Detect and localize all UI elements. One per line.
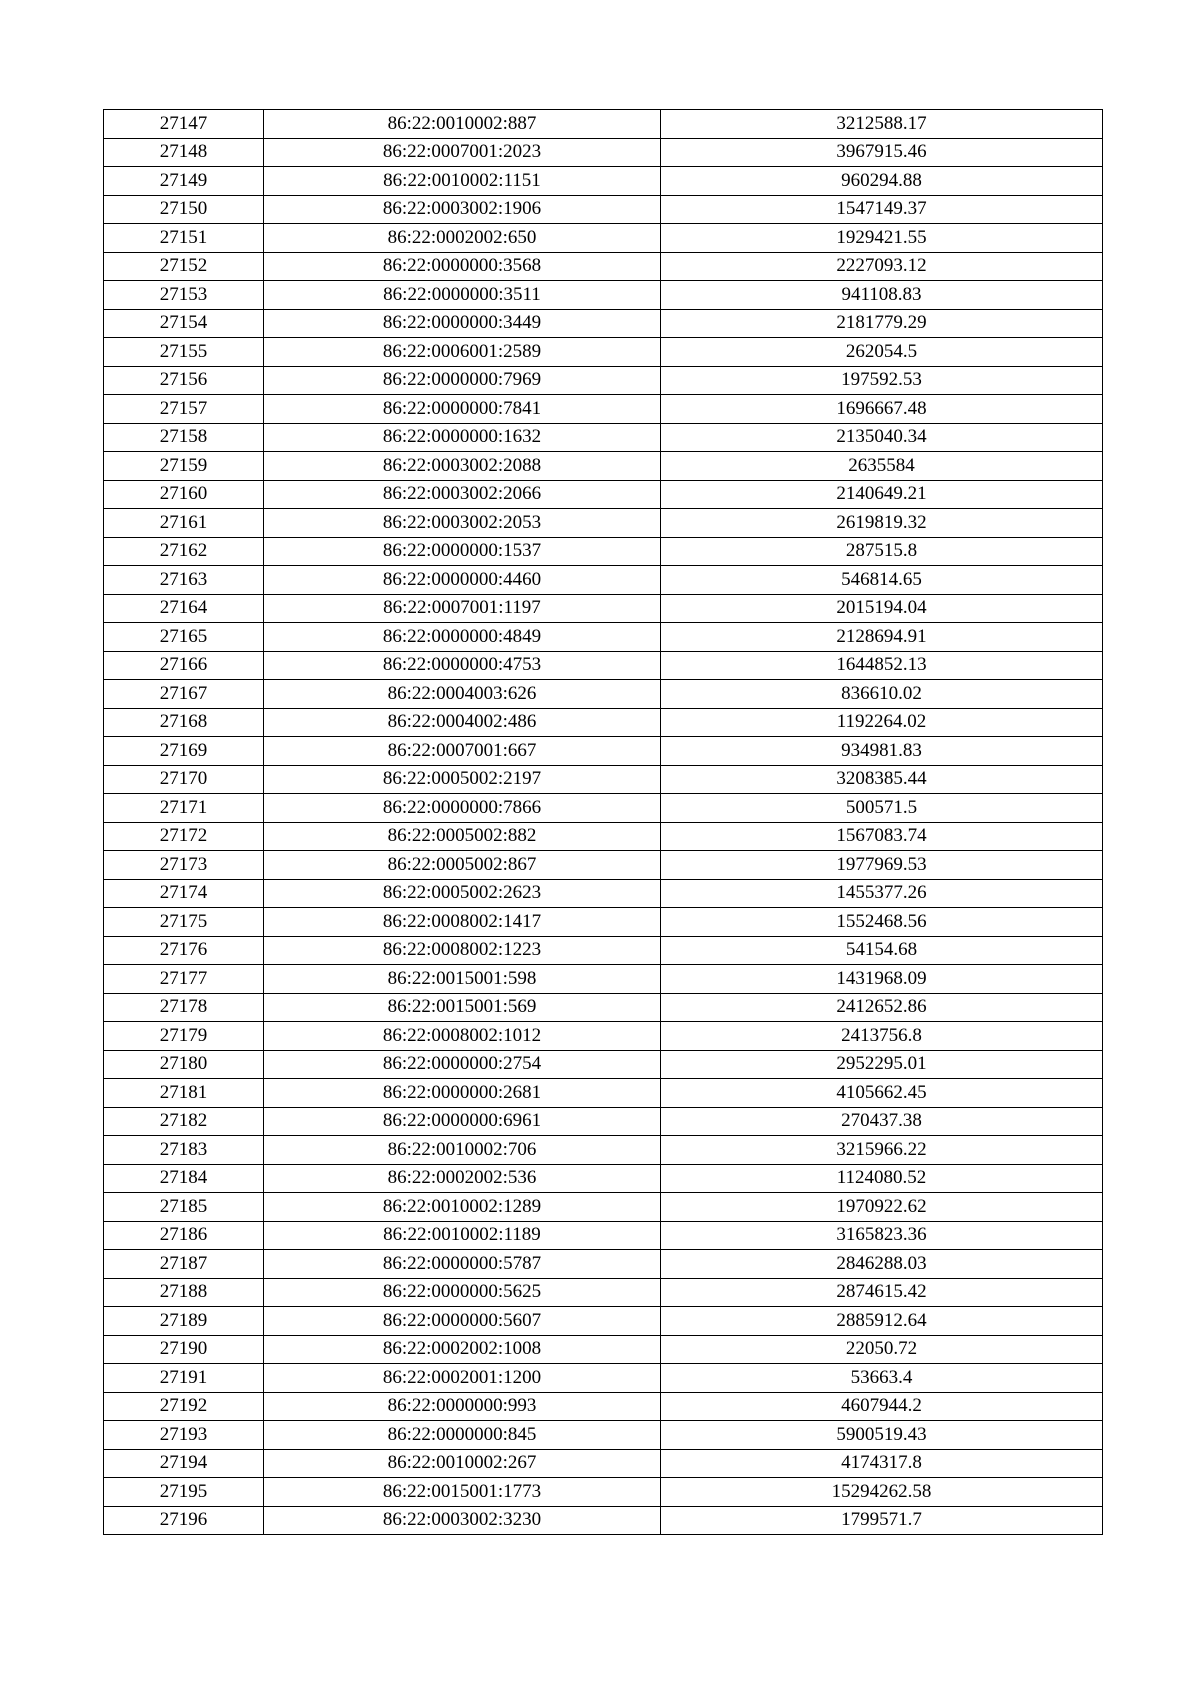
table-row (104, 167, 1103, 196)
value-cell: 4105662.45 (661, 1079, 1103, 1108)
cadastral-number-cell: 86:22:0000000:7969 (264, 366, 661, 395)
cadastral-number-cell: 86:22:0000000:7866 (264, 794, 661, 823)
cadastral-number-cell: 86:22:0000000:993 (264, 1392, 661, 1421)
cadastral-number-cell: 86:22:0000000:3568 (264, 252, 661, 281)
value-cell: 3208385.44 (661, 765, 1103, 794)
value-cell: 1552468.56 (661, 908, 1103, 937)
table-row (104, 452, 1103, 481)
value-cell: 1124080.52 (661, 1164, 1103, 1193)
value-cell: 2135040.34 (661, 423, 1103, 452)
row-number-cell: 27156 (104, 366, 264, 395)
cadastral-number-cell: 86:22:0000000:1537 (264, 537, 661, 566)
value-cell: 4607944.2 (661, 1392, 1103, 1421)
value-cell: 3215966.22 (661, 1136, 1103, 1165)
cadastral-number-cell: 86:22:0008002:1417 (264, 908, 661, 937)
row-number-cell: 27185 (104, 1193, 264, 1222)
row-number-cell: 27181 (104, 1079, 264, 1108)
row-number-cell: 27150 (104, 195, 264, 224)
cadastral-number-cell: 86:22:0000000:1632 (264, 423, 661, 452)
table-row (104, 138, 1103, 167)
value-cell: 960294.88 (661, 167, 1103, 196)
table-row (104, 1107, 1103, 1136)
row-number-cell: 27189 (104, 1307, 264, 1336)
row-number-cell: 27175 (104, 908, 264, 937)
value-cell: 2619819.32 (661, 509, 1103, 538)
row-number-cell: 27190 (104, 1335, 264, 1364)
value-cell: 54154.68 (661, 936, 1103, 965)
cadastral-number-cell: 86:22:0000000:4460 (264, 566, 661, 595)
cadastral-number-cell: 86:22:0000000:4753 (264, 651, 661, 680)
cadastral-number-cell: 86:22:0000000:3511 (264, 281, 661, 310)
table-row (104, 680, 1103, 709)
table-row (104, 281, 1103, 310)
cadastral-number-cell: 86:22:0003002:3230 (264, 1506, 661, 1535)
cadastral-number-cell: 86:22:0003002:2066 (264, 480, 661, 509)
cadastral-value-table (103, 109, 1103, 1535)
value-cell: 4174317.8 (661, 1449, 1103, 1478)
cadastral-number-cell: 86:22:0010002:1151 (264, 167, 661, 196)
table-row (104, 1478, 1103, 1507)
row-number-cell: 27182 (104, 1107, 264, 1136)
value-cell: 2181779.29 (661, 309, 1103, 338)
table-row (104, 822, 1103, 851)
value-cell: 3165823.36 (661, 1221, 1103, 1250)
row-number-cell: 27158 (104, 423, 264, 452)
row-number-cell: 27155 (104, 338, 264, 367)
row-number-cell: 27157 (104, 395, 264, 424)
table-row (104, 851, 1103, 880)
row-number-cell: 27160 (104, 480, 264, 509)
value-cell: 2128694.91 (661, 623, 1103, 652)
row-number-cell: 27176 (104, 936, 264, 965)
row-number-cell: 27153 (104, 281, 264, 310)
table-row (104, 1421, 1103, 1450)
row-number-cell: 27180 (104, 1050, 264, 1079)
row-number-cell: 27179 (104, 1022, 264, 1051)
value-cell: 1547149.37 (661, 195, 1103, 224)
row-number-cell: 27171 (104, 794, 264, 823)
table-row (104, 366, 1103, 395)
row-number-cell: 27154 (104, 309, 264, 338)
row-number-cell: 27194 (104, 1449, 264, 1478)
row-number-cell: 27173 (104, 851, 264, 880)
value-cell: 197592.53 (661, 366, 1103, 395)
row-number-cell: 27168 (104, 708, 264, 737)
value-cell: 270437.38 (661, 1107, 1103, 1136)
table-row (104, 1193, 1103, 1222)
table-row (104, 1050, 1103, 1079)
table-row (104, 338, 1103, 367)
value-cell: 2015194.04 (661, 594, 1103, 623)
table-row (104, 1079, 1103, 1108)
cadastral-number-cell: 86:22:0000000:7841 (264, 395, 661, 424)
value-cell: 2846288.03 (661, 1250, 1103, 1279)
table-row (104, 1307, 1103, 1336)
row-number-cell: 27191 (104, 1364, 264, 1393)
cadastral-number-cell: 86:22:0000000:5607 (264, 1307, 661, 1336)
row-number-cell: 27183 (104, 1136, 264, 1165)
table-row (104, 651, 1103, 680)
row-number-cell: 27178 (104, 993, 264, 1022)
value-cell: 2952295.01 (661, 1050, 1103, 1079)
row-number-cell: 27169 (104, 737, 264, 766)
value-cell: 2874615.42 (661, 1278, 1103, 1307)
value-cell: 262054.5 (661, 338, 1103, 367)
cadastral-number-cell: 86:22:0008002:1223 (264, 936, 661, 965)
value-cell: 1977969.53 (661, 851, 1103, 880)
value-cell: 2413756.8 (661, 1022, 1103, 1051)
table-row (104, 110, 1103, 139)
cadastral-number-cell: 86:22:0002001:1200 (264, 1364, 661, 1393)
value-cell: 1970922.62 (661, 1193, 1103, 1222)
cadastral-number-cell: 86:22:0000000:5625 (264, 1278, 661, 1307)
value-cell: 2412652.86 (661, 993, 1103, 1022)
row-number-cell: 27167 (104, 680, 264, 709)
cadastral-number-cell: 86:22:0004002:486 (264, 708, 661, 737)
table-row (104, 936, 1103, 965)
table-row (104, 480, 1103, 509)
value-cell: 934981.83 (661, 737, 1103, 766)
cadastral-number-cell: 86:22:0005002:882 (264, 822, 661, 851)
cadastral-number-cell: 86:22:0007001:2023 (264, 138, 661, 167)
cadastral-number-cell: 86:22:0003002:1906 (264, 195, 661, 224)
table-row (104, 423, 1103, 452)
cadastral-number-cell: 86:22:0010002:887 (264, 110, 661, 139)
row-number-cell: 27174 (104, 879, 264, 908)
value-cell: 500571.5 (661, 794, 1103, 823)
cadastral-number-cell: 86:22:0015001:1773 (264, 1478, 661, 1507)
table-body (104, 110, 1103, 1535)
cadastral-number-cell: 86:22:0003002:2088 (264, 452, 661, 481)
row-number-cell: 27192 (104, 1392, 264, 1421)
value-cell: 5900519.43 (661, 1421, 1103, 1450)
table-row (104, 1221, 1103, 1250)
cadastral-number-cell: 86:22:0005002:2623 (264, 879, 661, 908)
cadastral-number-cell: 86:22:0003002:2053 (264, 509, 661, 538)
row-number-cell: 27186 (104, 1221, 264, 1250)
value-cell: 1192264.02 (661, 708, 1103, 737)
cadastral-number-cell: 86:22:0000000:4849 (264, 623, 661, 652)
cadastral-number-cell: 86:22:0002002:1008 (264, 1335, 661, 1364)
cadastral-number-cell: 86:22:0000000:3449 (264, 309, 661, 338)
cadastral-number-cell: 86:22:0000000:2681 (264, 1079, 661, 1108)
table-row (104, 708, 1103, 737)
row-number-cell: 27193 (104, 1421, 264, 1450)
value-cell: 1455377.26 (661, 879, 1103, 908)
row-number-cell: 27148 (104, 138, 264, 167)
cadastral-number-cell: 86:22:0000000:5787 (264, 1250, 661, 1279)
row-number-cell: 27188 (104, 1278, 264, 1307)
cadastral-number-cell: 86:22:0006001:2589 (264, 338, 661, 367)
cadastral-number-cell: 86:22:0010002:267 (264, 1449, 661, 1478)
value-cell: 1799571.7 (661, 1506, 1103, 1535)
cadastral-number-cell: 86:22:0002002:536 (264, 1164, 661, 1193)
value-cell: 941108.83 (661, 281, 1103, 310)
table-row (104, 1278, 1103, 1307)
value-cell: 1929421.55 (661, 224, 1103, 253)
row-number-cell: 27164 (104, 594, 264, 623)
value-cell: 2227093.12 (661, 252, 1103, 281)
row-number-cell: 27162 (104, 537, 264, 566)
table-row (104, 1364, 1103, 1393)
table-row (104, 537, 1103, 566)
table-row (104, 765, 1103, 794)
table-row (104, 993, 1103, 1022)
cadastral-number-cell: 86:22:0010002:706 (264, 1136, 661, 1165)
cadastral-number-cell: 86:22:0010002:1289 (264, 1193, 661, 1222)
table-row (104, 566, 1103, 595)
value-cell: 3212588.17 (661, 110, 1103, 139)
table-row (104, 794, 1103, 823)
table-row (104, 224, 1103, 253)
cadastral-number-cell: 86:22:0000000:2754 (264, 1050, 661, 1079)
cadastral-number-cell: 86:22:0000000:845 (264, 1421, 661, 1450)
row-number-cell: 27187 (104, 1250, 264, 1279)
table-row (104, 879, 1103, 908)
table-row (104, 965, 1103, 994)
table-row (104, 1250, 1103, 1279)
value-cell: 546814.65 (661, 566, 1103, 595)
table-row (104, 1392, 1103, 1421)
table-row (104, 1449, 1103, 1478)
row-number-cell: 27195 (104, 1478, 264, 1507)
row-number-cell: 27163 (104, 566, 264, 595)
value-cell: 22050.72 (661, 1335, 1103, 1364)
value-cell: 1696667.48 (661, 395, 1103, 424)
row-number-cell: 27170 (104, 765, 264, 794)
row-number-cell: 27161 (104, 509, 264, 538)
value-cell: 2885912.64 (661, 1307, 1103, 1336)
cadastral-number-cell: 86:22:0008002:1012 (264, 1022, 661, 1051)
table-row (104, 1164, 1103, 1193)
value-cell: 1431968.09 (661, 965, 1103, 994)
cadastral-number-cell: 86:22:0005002:2197 (264, 765, 661, 794)
table-row (104, 395, 1103, 424)
table-row (104, 309, 1103, 338)
row-number-cell: 27166 (104, 651, 264, 680)
row-number-cell: 27196 (104, 1506, 264, 1535)
cadastral-number-cell: 86:22:0007001:667 (264, 737, 661, 766)
row-number-cell: 27159 (104, 452, 264, 481)
table-row (104, 252, 1103, 281)
table-row (104, 1136, 1103, 1165)
table-row (104, 594, 1103, 623)
cadastral-number-cell: 86:22:0010002:1189 (264, 1221, 661, 1250)
value-cell: 53663.4 (661, 1364, 1103, 1393)
cadastral-number-cell: 86:22:0007001:1197 (264, 594, 661, 623)
row-number-cell: 27165 (104, 623, 264, 652)
value-cell: 15294262.58 (661, 1478, 1103, 1507)
row-number-cell: 27184 (104, 1164, 264, 1193)
value-cell: 1567083.74 (661, 822, 1103, 851)
value-cell: 1644852.13 (661, 651, 1103, 680)
cadastral-number-cell: 86:22:0004003:626 (264, 680, 661, 709)
cadastral-number-cell: 86:22:0002002:650 (264, 224, 661, 253)
cadastral-number-cell: 86:22:0005002:867 (264, 851, 661, 880)
row-number-cell: 27177 (104, 965, 264, 994)
value-cell: 3967915.46 (661, 138, 1103, 167)
value-cell: 287515.8 (661, 537, 1103, 566)
row-number-cell: 27151 (104, 224, 264, 253)
row-number-cell: 27152 (104, 252, 264, 281)
cadastral-number-cell: 86:22:0000000:6961 (264, 1107, 661, 1136)
table-row (104, 1506, 1103, 1535)
row-number-cell: 27147 (104, 110, 264, 139)
cadastral-number-cell: 86:22:0015001:569 (264, 993, 661, 1022)
value-cell: 2140649.21 (661, 480, 1103, 509)
row-number-cell: 27149 (104, 167, 264, 196)
value-cell: 836610.02 (661, 680, 1103, 709)
table-row (104, 623, 1103, 652)
table-row (104, 1022, 1103, 1051)
table-row (104, 908, 1103, 937)
table-row (104, 195, 1103, 224)
table-row (104, 737, 1103, 766)
table-row (104, 509, 1103, 538)
cadastral-number-cell: 86:22:0015001:598 (264, 965, 661, 994)
row-number-cell: 27172 (104, 822, 264, 851)
value-cell: 2635584 (661, 452, 1103, 481)
table-row (104, 1335, 1103, 1364)
